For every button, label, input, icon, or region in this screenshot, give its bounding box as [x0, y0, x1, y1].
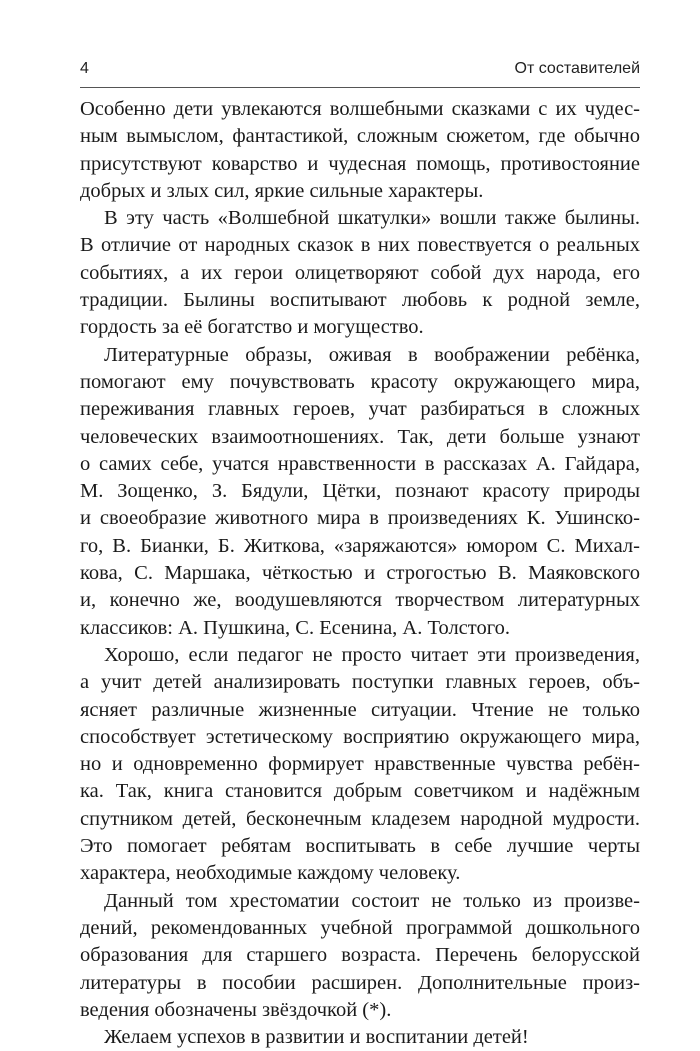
text-line: гордость за её богатство и могущество. [80, 316, 424, 339]
text-line: В отличие от народных сказок в них повествуется о реальных [80, 234, 640, 257]
text-line: способствует эстетическому восприятию окружающего мира, [80, 725, 640, 748]
running-title: От составителей [514, 60, 640, 77]
text-line: Желаем успехов в развитии и воспитании детей! [104, 1026, 529, 1049]
page-number: 4 [80, 60, 89, 77]
text-line: В эту часть «Волшебной шкатулки» вошли также былины. [104, 207, 640, 230]
header-rule [80, 87, 640, 88]
text-line: характера, необходимые каждому человеку. [80, 862, 461, 885]
text-line: ка. Так, книга становится добрым советчиком и надёжным [80, 780, 640, 803]
text-line: литературы в пособии расширен. Дополнительные произ- [80, 971, 640, 994]
text-line: ясняет различные жизненные ситуации. Чтение не только [80, 698, 640, 721]
text-line: Данный том хрестоматии состоит не только из произве- [104, 889, 640, 912]
text-line: но и одновременно формирует нравственные чувства ребён- [80, 753, 640, 776]
text-line: спутником детей, бесконечным кладезем народной мудрости. [80, 807, 640, 830]
body-text [80, 96, 640, 1051]
text-line: кова, С. Маршака, чёткостью и строгостью В. Маяковского [80, 562, 640, 585]
text-line: традиции. Былины воспитывают любовь к родной земле, [80, 289, 640, 312]
text-line: переживания главных героев, учат разбираться в сложных [80, 398, 640, 421]
text-line: событиях, а их герои олицетворяют собой дух народа, его [80, 261, 640, 284]
text-line: Особенно дети увлекаются волшебными сказками с их чудес- [80, 98, 640, 120]
text-line: го, В. Бианки, Б. Житкова, «заряжаются» юмором С. Михал- [80, 534, 640, 557]
page-header [80, 60, 640, 86]
text-line: о самих себе, учатся нравственности в рассказах А. Гайдара, [80, 452, 640, 475]
text-line: человеческих взаимоотношениях. Так, дети больше узнают [80, 425, 640, 448]
text-line: М. Зощенко, З. Бядули, Цётки, познают красоту природы [80, 480, 640, 503]
text-line: присутствуют коварство и чудесная помощь, противостояние [80, 152, 640, 175]
text-line: классиков: А. Пушкина, С. Есенина, А. Толстого. [80, 616, 510, 639]
text-line: помогают ему почувствовать красоту окружающего мира, [80, 370, 640, 393]
text-line: образования для старшего возраста. Перечень белорусской [80, 944, 640, 967]
text-line: добрых и злых сил, яркие сильные характеры. [80, 179, 484, 202]
text-line: ведения обозначены звёздочкой (*). [80, 998, 392, 1021]
text-line: а учит детей анализировать поступки главных героев, объ- [80, 671, 640, 694]
text-line: Хорошо, если педагог не просто читает эти произведения, [104, 643, 640, 666]
text-line: и своеобразие животного мира в произведениях К. Ушинско- [80, 507, 640, 530]
text-line: Это помогает ребятам воспитывать в себе лучшие черты [80, 835, 640, 858]
text-line: и, конечно же, воодушевляются творчеством литературных [80, 589, 640, 612]
text-line: дений, рекомендованных учебной программой дошкольного [80, 916, 640, 939]
text-line: ным вымыслом, фантастикой, сложным сюжетом, где обычно [80, 125, 640, 148]
text-line: Литературные образы, оживая в воображении ребёнка, [104, 343, 640, 366]
